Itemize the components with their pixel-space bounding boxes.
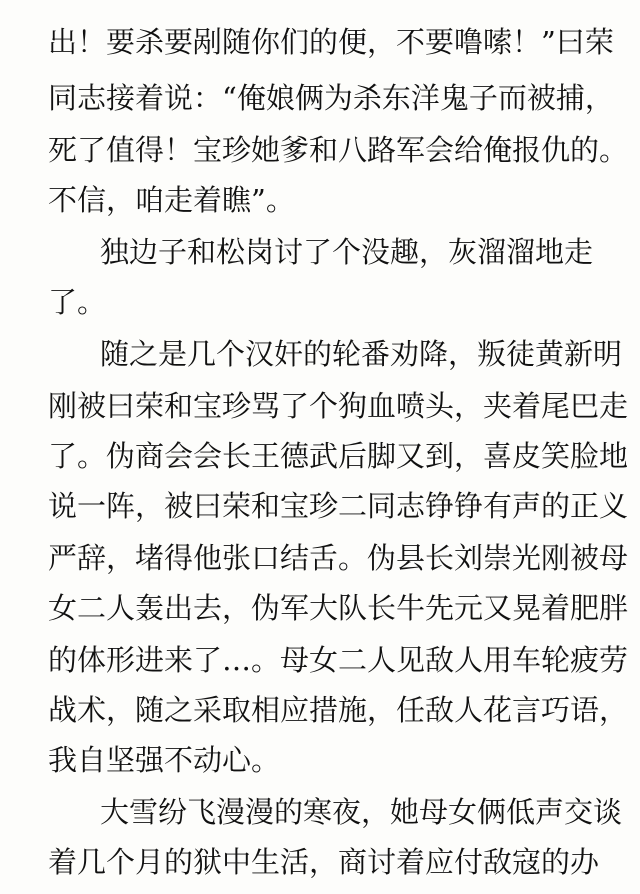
text-line: 了。 (48, 285, 107, 319)
text-line: 严辞，堵得他张口结舌。伪县长刘崇光刚被母 (48, 541, 629, 575)
text-line: 刚被曰荣和宝珍骂了个狗血喷头，夹着尾巴走 (48, 389, 629, 423)
text-line: 同志接着说：“俺娘俩为杀东洋鬼子而被捕， (48, 81, 614, 115)
text-line: 的体形进来了…。母女二人见敌人用车轮疲劳 (48, 643, 629, 677)
text-line: 了。伪商会会长王德武后脚又到，喜皮笑脸地 (48, 439, 629, 473)
text-line: 不信，咱走着瞧”。 (48, 183, 295, 217)
paragraph-start-line: 随之是几个汉奸的轮番劝降，叛徒黄新明 (100, 337, 623, 371)
paragraph-start-line: 大雪纷飞漫漫的寒夜，她母女俩低声交谈 (100, 795, 623, 829)
text-line: 说一阵，被曰荣和宝珍二同志铮铮有声的正义 (48, 489, 629, 523)
text-line: 战术，随之采取相应措施，任敌人花言巧语， (48, 693, 629, 727)
text-line: 女二人轰出去，伪军大队长牛先元又晃着肥胖 (48, 591, 629, 625)
text-line: 出！要杀要剐随你们的便，不要噜嗦！”曰荣 (48, 25, 614, 59)
paragraph-start-line: 独边子和松岗讨了个没趣，灰溜溜地走 (100, 235, 594, 269)
text-line: 着几个月的狱中生活，商讨着应付敌寇的办 (48, 845, 600, 879)
text-line: 死了值得！宝珍她爹和八路军会给俺报仇的。 (48, 133, 629, 167)
text-line: 我自坚强不动心。 (48, 743, 281, 777)
